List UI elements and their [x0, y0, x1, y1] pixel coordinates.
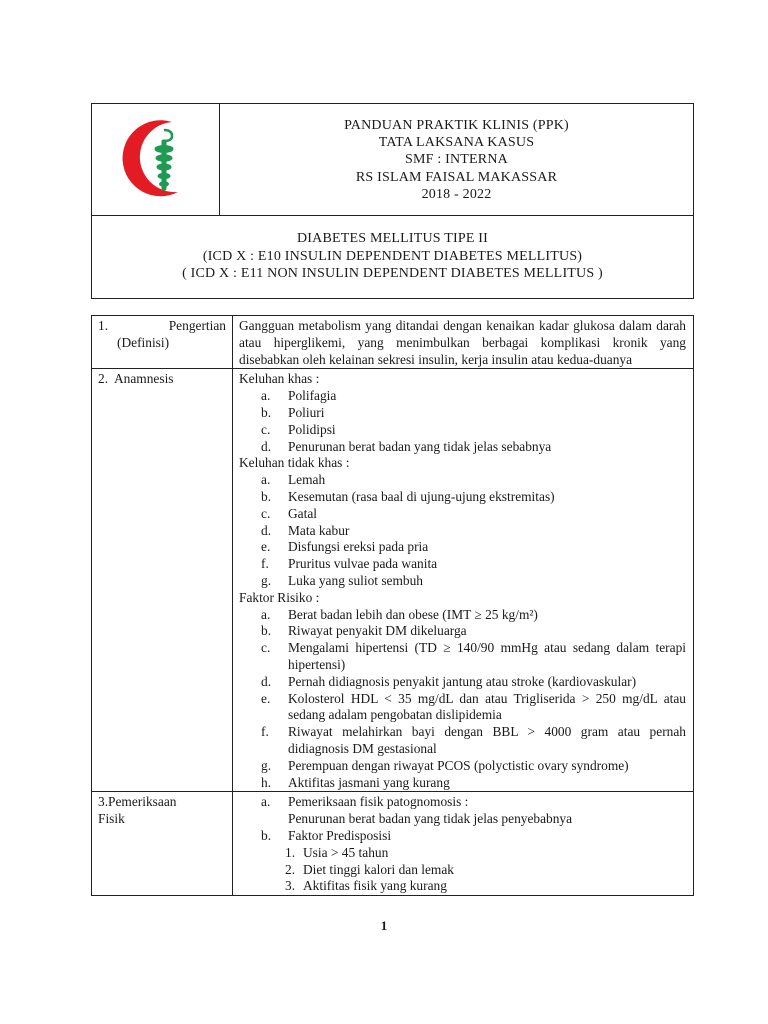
row-label-pemeriksaan: [92, 792, 233, 896]
row-content-pengertian: [233, 316, 694, 369]
title-line: ( ICD X : E11 NON INSULIN DEPENDENT DIABETES MELLITUS ): [182, 266, 603, 281]
institution-line: SMF : INTERNA: [405, 152, 508, 168]
list-item: a. Polifagia: [261, 388, 337, 404]
list-item: 2. Diet tinggi kalori dan lemak: [285, 861, 454, 877]
header-table: [91, 103, 694, 299]
list-item: f. Pruritus vulvae pada wanita: [261, 556, 438, 572]
list-item: c. Mengalami hipertensi (TD ≥ 140/90 mmHg atau sedang dalam terapi hipertensi): [261, 640, 686, 672]
row-label-anamnesis: [92, 369, 233, 792]
document-title: [92, 230, 693, 283]
row-label-text: (Definisi): [117, 334, 170, 350]
list-item: d. Penurunan berat badan yang tidak jelas sebabnya: [261, 438, 552, 454]
list-item: c. Gatal: [261, 505, 317, 521]
list-item: d. Mata kabur: [261, 522, 350, 538]
list-item: e. Kolosterol HDL < 35 mg/dL dan atau Trigliserida > 250 mg/dL atau sedang adalam pengobatan dislipidemia: [261, 690, 686, 723]
page-number: 1: [380, 918, 388, 933]
faktor-risiko-list: [239, 607, 686, 792]
header-top-row: [92, 104, 693, 216]
list-item: b. Riwayat penyakit DM dikeluarga: [261, 623, 467, 639]
institution-line: RS ISLAM FAISAL MAKASSAR: [355, 169, 558, 185]
row-label-text: 3.Pemeriksaan: [98, 794, 177, 810]
list-item: g. Perempuan dengan riwayat PCOS (polyctistic ovary syndrome): [261, 757, 629, 773]
institution-line: PANDUAN PRAKTIK KLINIS (PPK): [344, 118, 569, 133]
predisposisi-list: [239, 845, 686, 895]
row-content-anamnesis: [233, 369, 694, 792]
section-heading: Keluhan khas :: [239, 371, 320, 387]
section-heading: Faktor Risiko :: [239, 589, 320, 605]
content-table: [91, 315, 694, 896]
list-item: h. Aktifitas jasmani yang kurang: [261, 774, 450, 790]
table-row: [92, 369, 694, 792]
list-item: b. Faktor Predisposisi: [261, 827, 392, 843]
row-label-pengertian: [92, 316, 233, 369]
list-item: c. Polidipsi: [261, 421, 336, 437]
pemeriksaan-list: [239, 794, 686, 844]
row-content-pemeriksaan: [233, 792, 694, 896]
list-item: b. Kesemutan (rasa baal di ujung-ujung ekstremitas): [261, 488, 555, 504]
row-label-text: Fisik: [98, 811, 125, 827]
list-item: e. Disfungsi ereksi pada pria: [261, 539, 429, 555]
list-item: g. Luka yang suliot sembuh: [261, 572, 424, 588]
row-number: 1.: [98, 318, 109, 333]
table-row: [92, 792, 694, 896]
title-line: (ICD X : E10 INSULIN DEPENDENT DIABETES MELLITUS): [202, 248, 583, 264]
list-item: 3. Aktifitas fisik yang kurang: [285, 878, 447, 894]
definition-text: Gangguan metabolism yang ditandai dengan kenaikan kadar glukosa dalam darah atau hiperglikemi, yang menimbulkan berbagai komplikasi kronik yang disebabkan oleh kelainan sekresi insulin, kerja insulin atau kedua-duanya: [239, 318, 686, 367]
title-line: DIABETES MELLITUS TIPE II: [297, 231, 488, 246]
list-item: a. Lemah: [261, 472, 326, 488]
row-label-text: Pengertian: [168, 318, 226, 333]
institution-line: TATA LAKSANA KASUS: [378, 135, 535, 151]
logo-cell: [92, 104, 220, 215]
list-item: a. Berat badan lebih dan obese (IMT ≥ 25 kg/m²): [261, 606, 538, 622]
list-item: a. Pemeriksaan fisik patognomosis : Penurunan berat badan yang tidak jelas penyebabnya: [261, 794, 573, 827]
list-item: f. Riwayat melahirkan bayi dengan BBL > 4000 gram atau pernah didiagnosis DM gestasional: [261, 724, 686, 756]
list-item: b. Poliuri: [261, 404, 325, 420]
keluhan-khas-list: [239, 388, 686, 455]
list-item: d. Pernah didiagnosis penyakit jantung atau stroke (kardiovaskular): [261, 673, 637, 689]
list-item: 1. Usia > 45 tahun: [285, 844, 389, 860]
keluhan-tidak-khas-list: [239, 472, 686, 590]
institution-block: [220, 117, 693, 203]
table-row: [92, 316, 694, 369]
section-heading: Keluhan tidak khas :: [239, 455, 350, 471]
institution-line: 2018 - 2022: [421, 186, 492, 202]
row-label-text: 2. Anamnesis: [98, 371, 174, 387]
hospital-logo-icon: [112, 116, 202, 202]
